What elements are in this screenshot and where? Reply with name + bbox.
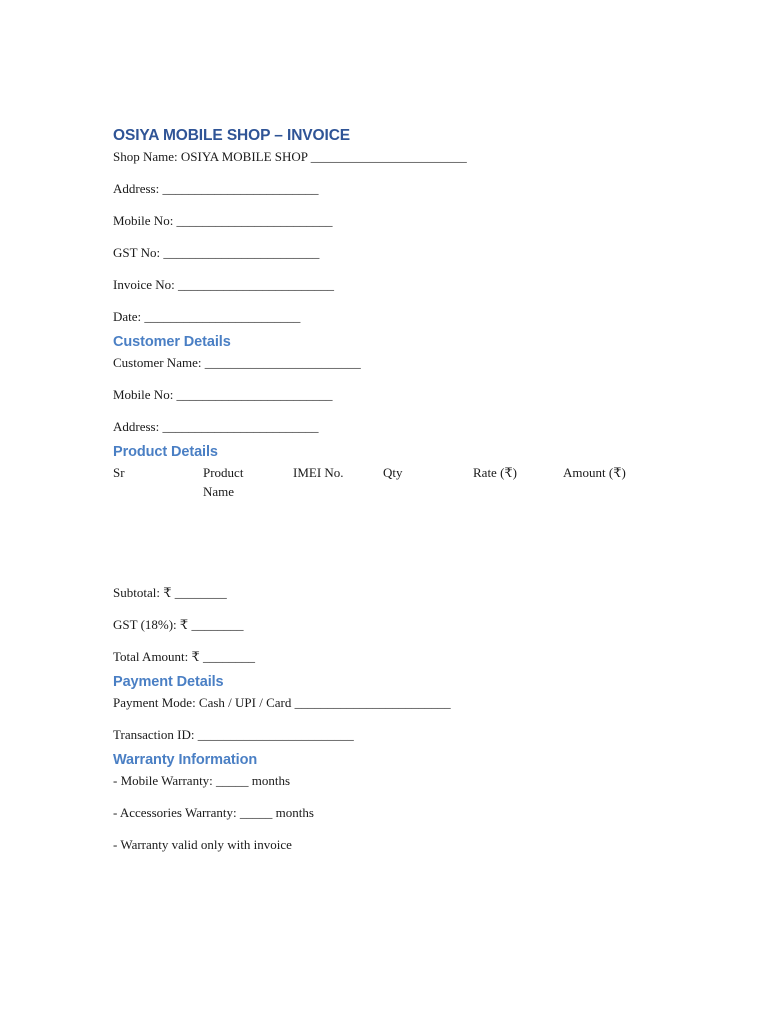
column-header-qty: Qty [383,465,403,480]
column-header-product-name: Product Name [203,465,244,499]
column-header-imei: IMEI No. [293,465,344,480]
shop-address-field: Address: ________________________ [113,181,319,196]
transaction-id-field: Transaction ID: ________________________ [113,727,354,742]
mobile-warranty-item: - Mobile Warranty: _____ months [113,773,291,788]
total-amount-field: Total Amount: ₹ ________ [113,649,256,664]
customer-details-heading: Customer Details [113,334,231,350]
shop-name-field: Shop Name: OSIYA MOBILE SHOP ________________________ [113,149,467,164]
product-table-header [113,463,673,583]
invoice-number-field: Invoice No: ________________________ [113,277,334,292]
column-header-rate: Rate (₹) [473,465,518,480]
payment-details-heading: Payment Details [113,674,224,690]
column-header-sr: Sr [113,465,125,480]
invoice-content [113,125,673,855]
customer-name-field: Customer Name: ________________________ [113,355,361,370]
warranty-information-heading: Warranty Information [113,752,258,768]
customer-mobile-field: Mobile No: ________________________ [113,387,333,402]
gst-number-field: GST No: ________________________ [113,245,320,260]
date-field: Date: ________________________ [113,309,301,324]
warranty-validity-note: - Warranty valid only with invoice [113,837,292,852]
payment-mode-field: Payment Mode: Cash / UPI / Card ________________________ [113,695,451,710]
invoice-title: OSIYA MOBILE SHOP – INVOICE [113,127,351,144]
accessories-warranty-item: - Accessories Warranty: _____ months [113,805,314,820]
subtotal-field: Subtotal: ₹ ________ [113,585,227,600]
shop-mobile-field: Mobile No: ________________________ [113,213,333,228]
column-header-amount: Amount (₹) [563,465,626,480]
customer-address-field: Address: ________________________ [113,419,319,434]
gst-amount-field: GST (18%): ₹ ________ [113,617,244,632]
product-details-heading: Product Details [113,444,218,460]
